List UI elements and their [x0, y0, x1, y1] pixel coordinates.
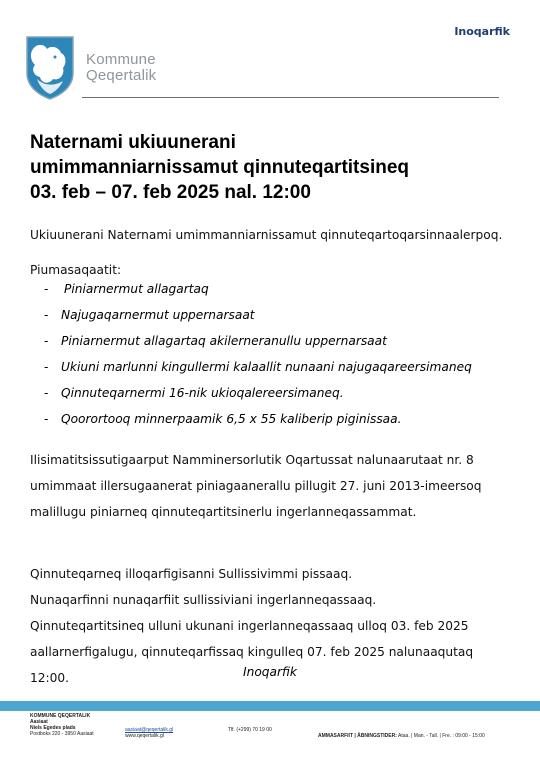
footer-postbox: Postboks 220 - 3950 Aasiaat: [30, 731, 94, 737]
paragraph-line: Qinnuteqartitsineq ulluni ukunani ingerlanneqassaaq ulloq 03. feb 2025: [30, 619, 469, 633]
footer-web: www.qeqertalik.gl: [125, 733, 164, 739]
page-title: [30, 130, 510, 205]
footer-contact: [125, 727, 173, 739]
footer-town: Aasiaat: [30, 719, 48, 725]
footer-hours: [318, 733, 485, 739]
list-item: - Qinnuteqarnermi 16-nik ukioqalereersimaneq.: [44, 386, 344, 400]
brand-line-1: Kommune: [86, 51, 156, 68]
paragraph-line: Qinnuteqarneq illoqarfigisanni Sullissivimmi pissaaq.: [30, 567, 353, 581]
brand-wordmark: [86, 52, 156, 84]
header-tag: Inoqarfik: [454, 25, 510, 38]
footer-hours-text: Ataa. | Man. - Tall. | Fre. : 09:00 - 15:00: [398, 733, 485, 739]
paragraph-line: aallarnerfigalugu, qinnuteqarfissaq kingulleq 07. feb 2025 nalunaaqutaq 12:00.: [30, 645, 474, 685]
intro-text: Ukiuunerani Naternami umimmanniarnissamut qinnuteqartoqarsinnaalerpoq.: [30, 228, 503, 242]
paragraph-line: Nunaqarfinni nunaqarfiit sullissiviani ingerlanneqassaaq.: [30, 593, 377, 607]
footer-address: [30, 713, 94, 737]
title-line-3: 03. feb – 07. feb 2025 nal. 12:00: [30, 182, 311, 203]
footer-org: KOMMUNE QEQERTALIK: [30, 713, 91, 719]
list-item: - Piniarnermut allagartaq akilerneranullu uppernarsaat: [44, 334, 387, 348]
list-item: - Qoorortooq minnerpaamik 6,5 x 55 kaliberip piginissaa.: [44, 412, 402, 426]
footer-accent-bar: [0, 701, 540, 711]
paragraph-line: malillugu piniarneq qinnuteqartitsinerlu ingerlanneqassammat.: [30, 505, 417, 519]
kommune-crest-icon: [25, 35, 75, 100]
footer-email-link[interactable]: aasiaat@qeqertalik.gl: [125, 727, 174, 733]
header-divider: [82, 97, 499, 98]
list-item: - Ukiuni marlunni kingullermi kalaallit nunaani najugaqareersimaneq: [44, 360, 472, 374]
requirements-list: [44, 280, 514, 436]
list-item: - Najugaqarnermut uppernarsaat: [44, 308, 255, 322]
footer-hours-label: AMMASARFIIT | ÅBNINGSTIDER:: [318, 733, 397, 739]
footer-street: Niels Egedes plads: [30, 725, 76, 731]
brand-line-2: Qeqertalik: [86, 67, 157, 84]
signature: Inoqarfik: [243, 665, 297, 679]
list-item: - Piniarnermut allagartaq: [44, 282, 209, 296]
requirements-heading: Piumasaqaatit:: [30, 263, 122, 277]
title-line-1: Naternami ukiuunerani: [30, 132, 236, 153]
title-line-2: umimmanniarnissamut qinnuteqartitsineq: [30, 157, 409, 178]
paragraph-line: Ilisimatitsissutigaarput Namminersorlutik Oqartussat nalunaarutaat nr. 8: [30, 453, 474, 467]
regulation-paragraph: [30, 447, 515, 525]
paragraph-line: umimmaat illersugaanerat piniagaanerallu pillugit 27. juni 2013-imeersoq: [30, 479, 482, 493]
footer-phone: Tlf. (+299) 70 19 00: [228, 727, 272, 733]
